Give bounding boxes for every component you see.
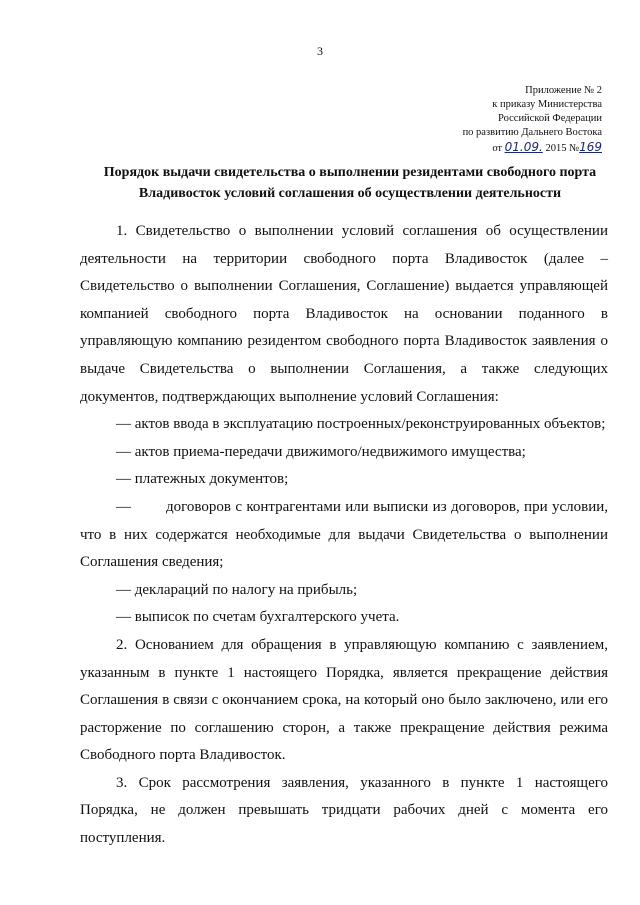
appendix-header xyxy=(463,84,602,156)
handwritten-number: 169 xyxy=(579,140,602,154)
document-body xyxy=(80,218,608,853)
appendix-line-3: Российской Федерации xyxy=(498,113,602,124)
document-title: Порядок выдачи свидетельства о выполнении резидентами свободного порта Владивосток условий соглашения об осуществлении деятельности xyxy=(103,165,597,201)
list-item-6: — выписок по счетам бухгалтерского учета. xyxy=(116,609,400,626)
paragraph-2: 2. Основанием для обращения в управляющую компанию с заявлением, указанным в пункте 1 настоящего Порядка, является прекращение действия Соглашения в связи с окончанием срока, на который оно было заключено, или его расторжение по соглашению сторон, а также прекращение действия режима Свободного порта Владивосток. xyxy=(80,636,608,764)
appendix-line-4: по развитию Дальнего Востока xyxy=(462,127,602,138)
page-number: 3 xyxy=(317,44,323,58)
appendix-line-1: Приложение № 2 xyxy=(525,85,602,96)
paragraph-1: 1. Свидетельство о выполнении условий соглашения об осуществлении деятельности на территории свободного порта Владивосток (далее – Свидетельство о выполнении Соглашения, Соглашение) выдается управляющей компанией свободного порта Владивосток на основании поданного в управляющую компанию резидентом свободного порта Владивосток заявления о выдаче Свидетельства о выполнении Соглашения, а также следующих документов, подтверждающих выполнение условий Соглашения: xyxy=(80,223,608,405)
list-item-4-dash: — xyxy=(116,498,131,515)
appendix-date-line xyxy=(463,140,602,156)
handwritten-date: 01.09. xyxy=(504,140,543,154)
list-item-4-text: договоров с контрагентами или выписки из договоров, при условии, что в них содержатся необходимые для выдачи Свидетельства о выполнении Соглашения сведения; xyxy=(80,498,608,571)
list-item-4 xyxy=(80,494,608,577)
list-item-5: — деклараций по налогу на прибыль; xyxy=(116,581,358,598)
appendix-line-2: к приказу Министерства xyxy=(492,99,602,110)
date-prefix: от xyxy=(492,143,503,154)
paragraph-3: 3. Срок рассмотрения заявления, указанного в пункте 1 настоящего Порядка, не должен превышать тридцати рабочих дней с момента его поступления. xyxy=(80,774,608,847)
number-sign: № xyxy=(569,143,580,154)
list-item-1: — актов ввода в эксплуатацию построенных/реконструированных объектов; xyxy=(116,416,606,433)
list-item-2: — актов приема-передачи движимого/недвижимого имущества; xyxy=(116,443,526,460)
list-item-3: — платежных документов; xyxy=(116,471,289,488)
date-year: 2015 xyxy=(545,143,567,154)
